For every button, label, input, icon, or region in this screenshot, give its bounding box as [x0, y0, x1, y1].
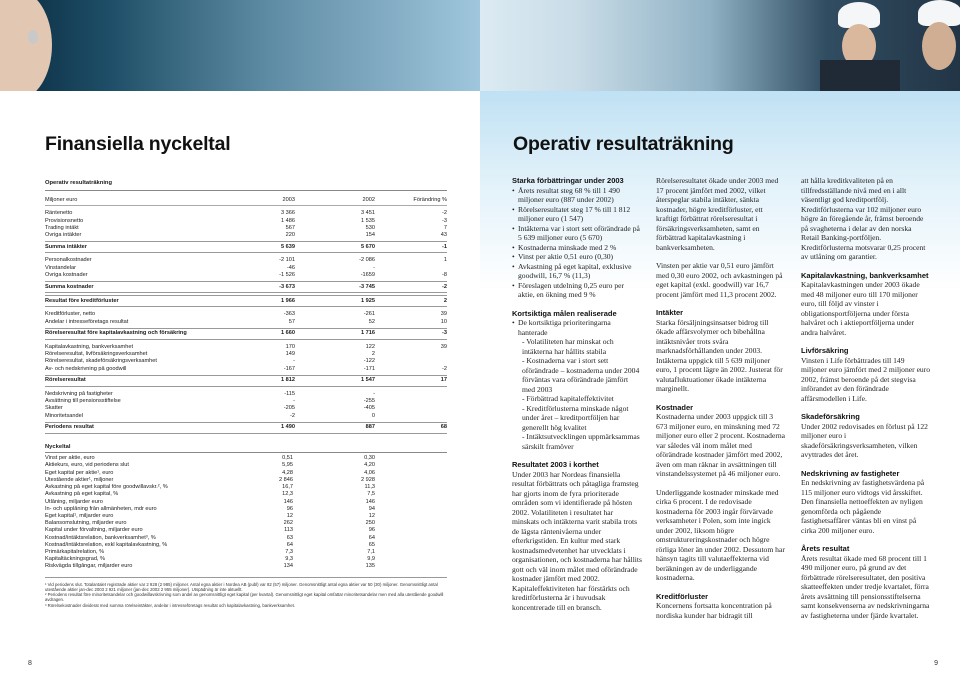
value-2003: 146	[283, 498, 293, 505]
list-item: • Intäkterna var i stort sett oförändrade på 5 639 miljoner euro (5 670)	[512, 224, 642, 243]
table-row	[45, 311, 447, 318]
table-row	[45, 391, 447, 398]
value-2002: 4,20	[364, 462, 375, 469]
value-2002: -255	[363, 398, 375, 405]
row-label: Skatter	[45, 405, 63, 412]
value-2002: 94	[368, 505, 375, 512]
value-2003: 57	[288, 318, 295, 325]
value-2003: 170	[285, 344, 295, 351]
value-2003: 220	[285, 232, 295, 239]
key-figure-row	[45, 520, 447, 527]
value-2002: 250	[365, 520, 375, 527]
column-header-change: Förändring %	[413, 197, 447, 204]
value-2003: 1 490	[281, 424, 295, 431]
footnote: ³ Rörelsekostnader dividerat med summa rörelseintäkter, andelar i intresseföretags resultat och kapitalavkastning, bankverksamhet.	[45, 602, 296, 608]
table-row	[45, 358, 447, 365]
table-title: Operativ resultaträkning	[45, 179, 447, 191]
list-item: • Kostnaderna minskade med 2 %	[512, 243, 642, 253]
sublist-item: - Kostnaderna var i stort sett oförändrade – kostnaderna under 2004 förväntas vara oförändrade jämfört med 2003	[522, 356, 640, 394]
row-label: Räntenetto	[45, 210, 73, 217]
row-label: Balansomslutning, miljarder euro	[45, 520, 127, 527]
row-label: Kapitaltäckningsgrad, %	[45, 556, 106, 563]
value-2003: -1 526	[279, 271, 295, 278]
value-2003: -	[293, 358, 295, 365]
footnotes	[45, 577, 447, 608]
value-2002: 0	[371, 412, 375, 419]
value-change: 7	[443, 224, 447, 231]
list-item: • Vinst per aktie 0,51 euro (0,30)	[512, 252, 642, 262]
value-change: -2	[442, 365, 447, 372]
value-2003: 12,3	[282, 491, 293, 498]
list-item: • De kortsiktiga prioriteringarna hanterade	[512, 318, 642, 337]
sublist-item: - Kreditförlusterna minskade något under året – kreditportföljen har generellt hög kvalitet	[522, 403, 629, 432]
sublist-item: - Intäktsutvecklingen uppmärksammas särskilt framöver	[522, 432, 640, 451]
table-row	[45, 319, 447, 326]
table-total-row	[45, 422, 447, 434]
sublist-item: - Volatiliteten har minskat och intäkterna har hållits stabila	[522, 337, 614, 356]
value-2003: 134	[283, 563, 293, 570]
right-page	[480, 91, 960, 679]
header-photo-right	[480, 0, 960, 91]
row-label: Av- och nedskrivning på goodwill	[45, 365, 127, 372]
value-2003: 64	[286, 541, 293, 548]
value-2002: 1 547	[361, 377, 375, 384]
key-figure-row	[45, 455, 447, 462]
key-figures-body	[45, 455, 447, 570]
paragraph: Årets resultat ökade med 68 procent till 1 490 miljoner euro, på grund av det förbättrade rörelseresultatet, den positiva skatteeffekten under tredje kvartalet, förra årets avsättning till pensionsstiftelserna samt konsekvenserna av nedskrivningarna av fastigheterna under fjärde kvartalet.	[801, 553, 930, 620]
value-2003: 5 639	[281, 243, 295, 250]
value-2002: 7,1	[367, 548, 375, 555]
row-label: Summa kostnader	[45, 283, 94, 290]
value-change: 1	[443, 257, 447, 264]
table-row	[45, 218, 447, 225]
paragraph: En nedskrivning av fastighetsvärdena på 115 miljoner euro vidtogs vid årsskiftet. Den finansiella nettoeffekten av nyligen genomförda och pågående fastighetsaffärer väntas bli en vinst på cirka 200 miljoner euro.	[801, 478, 925, 535]
row-label: Minoritetsandel	[45, 412, 83, 419]
table-row	[45, 265, 447, 272]
value-2002: 0,30	[364, 455, 375, 462]
value-change: 39	[440, 344, 447, 351]
row-label: Resultat före kreditförluster	[45, 297, 119, 304]
page-number: 8	[28, 660, 32, 667]
value-2002: 2	[371, 351, 375, 358]
section-heading: Kreditförluster	[656, 591, 709, 601]
value-2003: 16,7	[282, 484, 293, 491]
value-2003: 1 966	[281, 297, 295, 304]
column-header-row	[45, 197, 447, 206]
row-label: Eget kapital¹, miljarder euro	[45, 512, 114, 519]
key-figure-row	[45, 542, 447, 549]
value-2002: 3 451	[361, 210, 375, 217]
column-header-2002: 2002	[362, 197, 375, 204]
value-change: -3	[442, 330, 447, 337]
sublist-item: - Förbättrad kapitaleffektivitet	[522, 394, 614, 403]
paragraph: Starka försäljningsinsatser bidrog till ökade affärsvolymer och bibehållna intäktsnivåer trots svåra marknadsförhållanden under 2003. Intäkterna uppgick till 5 639 miljoner euro, 1 procent lägre än 2002. Justerat för valutafluktuationer ökade intäkterna marginellt.	[656, 317, 783, 393]
value-2002: 154	[365, 232, 375, 239]
paragraph: Vinsten i Life förbättrades till 149 miljoner euro jämfört med 2 miljoner euro 2002, främst beroende på det stegvisa införandet av den förändrade affärsmodellen i Life.	[801, 355, 931, 403]
table-row	[45, 210, 447, 217]
value-change: 39	[440, 311, 447, 318]
key-figure-row	[45, 563, 447, 570]
value-2003: 113	[284, 527, 293, 534]
section-heading: Intäkter	[656, 308, 684, 317]
key-figure-row	[45, 462, 447, 469]
value-2002: 122	[365, 344, 375, 351]
section-heading: Starka förbättringar under 2003	[512, 176, 624, 185]
table-row	[45, 232, 447, 239]
value-change: -2	[442, 210, 447, 217]
footnote: ² Periodens resultat före minoritetsandelar och goodwillavskrivning som andel av genomsnittligt eget kapital (per kvartal). Genomsnittligt eget kapital omfattar minoritetsandelar men med alla utestående goodwill avdragen.	[45, 592, 444, 603]
list-item: • Rörelseresultatet steg 17 % till 1 812 miljoner euro (1 547)	[512, 205, 642, 224]
table-total-row	[45, 241, 447, 253]
value-2002: -1659	[360, 271, 375, 278]
value-2002: -3 745	[359, 283, 375, 290]
value-change: 17	[440, 377, 447, 384]
value-2003: 149	[285, 351, 295, 358]
section-heading: Kostnader	[656, 402, 694, 412]
text-column-3	[801, 176, 931, 629]
value-2003: -205	[283, 405, 295, 412]
value-2002: 64	[368, 534, 375, 541]
table-total-row	[45, 281, 447, 293]
row-label: Avsättning till pensionsstiftelse	[45, 398, 121, 405]
value-2002: 7,5	[367, 491, 375, 498]
value-2002: 530	[365, 224, 375, 231]
page-title: Finansiella nyckeltal	[45, 133, 231, 155]
table-row	[45, 413, 447, 420]
table-row	[45, 351, 447, 358]
row-label: Vinstandelar	[45, 264, 76, 271]
row-label: Avkastning på eget kapital, %	[45, 491, 119, 498]
key-figure-row	[45, 499, 447, 506]
value-2003: 1 486	[281, 217, 295, 224]
value-2003: 7,3	[285, 548, 293, 555]
row-label: Kostnad/intäktsrelation, bankverksamhet³, %	[45, 534, 156, 541]
text-column-1	[512, 176, 642, 621]
row-label: Aktiekurs, euro, vid periodens slut	[45, 462, 129, 469]
value-2003: -2 101	[279, 257, 295, 264]
row-label: Periodens resultat	[45, 424, 94, 431]
suit-shape	[820, 60, 900, 91]
table-total-row	[45, 295, 447, 307]
row-label: Primärkapitalrelation, %	[45, 548, 105, 555]
value-change: 2	[443, 297, 447, 304]
value-change: 68	[440, 424, 447, 431]
value-2002: 2 928	[361, 476, 375, 483]
key-figure-row	[45, 506, 447, 513]
highlights-list	[512, 186, 642, 300]
paragraph: Kapitalavkastningen under 2003 ökade med 48 miljoner euro till 170 miljoner euro, till följd av vinster i obligationsportföljerna under första halvåret och i aktieportföljerna under andra halvåret.	[801, 280, 920, 337]
paragraph: Under 2002 redovisades en förlust på 122 miljoner euro i skadeförsäkringsverksamheten, vilken avyttrades det året.	[801, 421, 928, 459]
value-2003: -363	[283, 311, 295, 318]
person-face-shape	[0, 0, 52, 91]
page-number-right: 9	[934, 660, 938, 667]
paragraph: Kostnaderna under 2003 uppgick till 3 673 miljoner euro, en minskning med 72 miljoner euro eller 2 procent. Kostnaderna var således väl inom målet med oförändrade kostnader jämfört med 2002, även om man räknar in avsättningen till vinstandelssystemet på 46 miljoner euro.	[656, 412, 786, 478]
value-2002: -	[373, 264, 375, 271]
value-2002: 4,06	[364, 469, 375, 476]
value-2003: 63	[286, 534, 293, 541]
value-2003: 262	[283, 520, 293, 527]
row-label: Eget kapital per aktie¹, euro	[45, 469, 114, 476]
paragraph: Underliggande kostnader minskade med cirka 6 procent. I de redovisade kostnaderna för 2003 ingår förvärvade verksamheter i Polen, som inte ingick under 2002, liksom högre omstruktureringskostnader och högre rörliga löner än under 2002. Dessutom har hänsyn tagits till valutaeffekterna vid beräkningen av de underliggande kostnaderna.	[656, 487, 785, 582]
row-label: Övriga kostnader	[45, 271, 88, 278]
table-row	[45, 272, 447, 279]
row-label: Vinst per aktie, euro	[45, 455, 95, 462]
table-row	[45, 398, 447, 405]
value-2002: 11,3	[364, 484, 375, 491]
section-heading: Kortsiktiga målen realiserade	[512, 308, 617, 318]
value-2002: 12	[368, 512, 375, 519]
value-2003: -2	[290, 412, 295, 419]
value-2003: -115	[284, 391, 295, 398]
row-label: Personalkostnader	[45, 257, 92, 264]
value-2003: -	[293, 398, 295, 405]
value-2002: 135	[365, 563, 375, 570]
value-2003: 1 660	[281, 330, 295, 337]
row-label: Avkastning på eget kapital före goodwillavskr.², %	[45, 484, 168, 491]
value-2002: -261	[363, 311, 375, 318]
paragraph: Koncernens fortsatta koncentration på nordiska kunder har bidragit till	[656, 601, 772, 620]
value-2002: 1 716	[361, 330, 375, 337]
key-figure-row	[45, 491, 447, 498]
section-heading: Kapitalavkastning, bankverksamhet	[801, 270, 929, 280]
value-2002: 146	[365, 498, 375, 505]
value-2003: 3 366	[281, 210, 295, 217]
paragraph: Rörelseresultatet ökade under 2003 med 17 procent jämfört med 2002, vilket återspeglar stabila intäkter, sänkta kostnader, högre kreditförluster, ett kraftigt förbättrat rörelseresultat i försäkringsverksamheten, samt en förbättrad kapitalavkastning i bankverksamheten.	[656, 176, 779, 252]
row-label: Kapitalavkastning, bankverksamhet	[45, 344, 133, 351]
value-2003: 2 846	[279, 476, 293, 483]
value-2002: -405	[363, 405, 375, 412]
table-total-row	[45, 328, 447, 340]
value-2003: 567	[285, 224, 295, 231]
section-heading: Nedskrivning av fastigheter	[801, 468, 900, 478]
header-photo-left	[0, 0, 480, 91]
paragraph: Vinsten per aktie var 0,51 euro jämfört med 0,30 euro 2002, och avkastningen på eget kapital (exkl. goodwill) var 16,7 procent jämfört med 11,3 procent 2002.	[656, 261, 783, 299]
value-2003: -3 673	[279, 283, 295, 290]
value-change: -2	[442, 283, 447, 290]
left-page	[0, 91, 480, 679]
value-2002: -122	[363, 358, 375, 365]
value-2003: 5,95	[282, 462, 293, 469]
list-item: • Årets resultat steg 68 % till 1 490 miljoner euro (887 under 2002)	[512, 186, 642, 205]
value-change: -1	[442, 243, 447, 250]
value-2003: 12	[286, 512, 293, 519]
key-figure-row	[45, 556, 447, 563]
financial-table	[45, 179, 447, 608]
table-row	[45, 225, 447, 232]
value-2003: -167	[283, 365, 295, 372]
page-title-right: Operativ resultaträkning	[513, 133, 734, 155]
key-figure-row	[45, 549, 447, 556]
section-heading: Livförsäkring	[801, 346, 849, 355]
column-header-2003: 2003	[282, 197, 295, 204]
row-label: Trading intäkt	[45, 224, 79, 231]
section-heading: Resultatet 2003 i korthet	[512, 460, 599, 469]
value-change: -8	[442, 271, 447, 278]
row-label: Utlåning, miljarder euro	[45, 498, 103, 505]
value-2002: 887	[365, 424, 375, 431]
table-body	[45, 210, 447, 434]
value-2003: 96	[286, 505, 293, 512]
row-label: Summa intäkter	[45, 243, 87, 250]
row-label: Kostnad/intäktsrelation, exkl kapitalavkastning, %	[45, 541, 168, 548]
row-label: Rörelseresultat	[45, 377, 86, 384]
row-label: Andelar i intresseföretags resultat	[45, 318, 129, 325]
key-figure-row	[45, 484, 447, 491]
paragraph: Under 2003 har Nordeas finansiella resultat förbättrats och påtagliga framsteg har gjorts inom de fyra prioriterade områden som vi identifierade på hösten 2002. Volatiliteten i resultatet har minskats och intäkterna varit stabila trots de lägsta räntenivåerna under efterkrigstiden. En kultur med stark kostnadsmedvetenhet har utvecklats i organisationen, och kostnaderna har hållits gott och väl inom målet med oförändrade kostnader jämfört med 2002. Kapitaleffektiviteten har förstärkts och kreditförlusterna är i huvudsak koncentrerade till en bransch.	[512, 469, 642, 612]
value-2003: -46	[286, 264, 295, 271]
key-figure-row	[45, 535, 447, 542]
row-label: Nedskrivning på fastigheter	[45, 391, 113, 398]
value-2002: 1 535	[361, 217, 375, 224]
key-figure-row	[45, 513, 447, 520]
value-2003: 1 812	[281, 377, 295, 384]
table-total-row	[45, 375, 447, 387]
key-figures-title: Nyckeltal	[45, 444, 447, 453]
value-2002: 9,9	[367, 556, 375, 563]
value-change: -3	[442, 217, 447, 224]
value-2003: 4,28	[282, 469, 293, 476]
list-item: • Avkastning på eget kapital, exklusive goodwill, 16,7 % (11,3)	[512, 262, 642, 281]
value-2002: 52	[368, 318, 375, 325]
row-label: Rörelseresultat, skadeförsäkringsverksamhet	[45, 358, 157, 365]
list-item: • Föreslagen utdelning 0,25 euro per aktie, en ökning med 9 %	[512, 281, 642, 300]
row-label: Provisionsnetto	[45, 217, 84, 224]
value-2002: -2 086	[359, 257, 375, 264]
row-label: Kreditförluster, netto	[45, 311, 96, 318]
key-figure-row	[45, 527, 447, 534]
headset-earpiece-shape	[28, 30, 38, 44]
row-label: Rörelseresultat, livförsäkringsverksamhet	[45, 351, 148, 358]
value-2002: -171	[363, 365, 375, 372]
row-label: Kapital under förvaltning, miljarder euro	[45, 527, 143, 534]
row-label: Utestående aktier¹, miljoner	[45, 476, 114, 483]
row-label: Rörelseresultat före kapitalavkastning och försäkring	[45, 330, 187, 337]
value-2002: 65	[368, 541, 375, 548]
row-label: Övriga intäkter	[45, 232, 82, 239]
table-row	[45, 344, 447, 351]
value-2003: 0,51	[282, 455, 293, 462]
column-header-label: Miljoner euro	[45, 197, 78, 204]
value-2002: 5 670	[361, 243, 375, 250]
value-2002: 96	[368, 527, 375, 534]
value-2003: 9,3	[285, 556, 293, 563]
section-heading: Årets resultat	[801, 544, 850, 553]
value-change: 10	[440, 318, 447, 325]
section-heading: Skadeförsäkring	[801, 412, 860, 421]
value-2002: 1 925	[361, 297, 375, 304]
row-label: Riskvägda tillgångar, miljarder euro	[45, 563, 133, 570]
goals-list	[512, 318, 642, 337]
value-2002: -	[373, 391, 375, 398]
footnote: ¹ Vid periodens slut. Totalantalet registrade aktier var 2 928 (2 985) miljoner. Antal egna aktier i Nordea AB (publ) var 82 (57) miljoner. Genomsnittligt antal egna aktier var 50 (30) miljoner. Genomsnittligt antal utestående aktier jan-dec 2003 2 921 miljoner (jan-dec 2002 2 955 miljoner). Utspädning är inte aktuellt.	[45, 581, 438, 592]
key-figure-row	[45, 470, 447, 477]
text-column-2	[656, 176, 786, 629]
goals-sublist	[512, 337, 642, 451]
table-row	[45, 257, 447, 264]
table-row	[45, 405, 447, 412]
table-row	[45, 366, 447, 373]
person-face-shape-2	[922, 22, 956, 70]
key-figure-row	[45, 477, 447, 484]
paragraph: att hålla kreditkvaliteten på en tillfredsställande nivå med en i allt väsentligt god kreditportfölj. Kreditförlusterna var 102 miljoner euro högre än föregående år, främst beroende på svagheterna i delar av den norska Retail Banking-portföljen. Kreditförlusterna motsvarar 0,25 procent av utlåning om garantier.	[801, 176, 926, 261]
row-label: In- och upplåning från allmänheten, mdr euro	[45, 505, 157, 512]
value-change: 43	[440, 232, 447, 239]
